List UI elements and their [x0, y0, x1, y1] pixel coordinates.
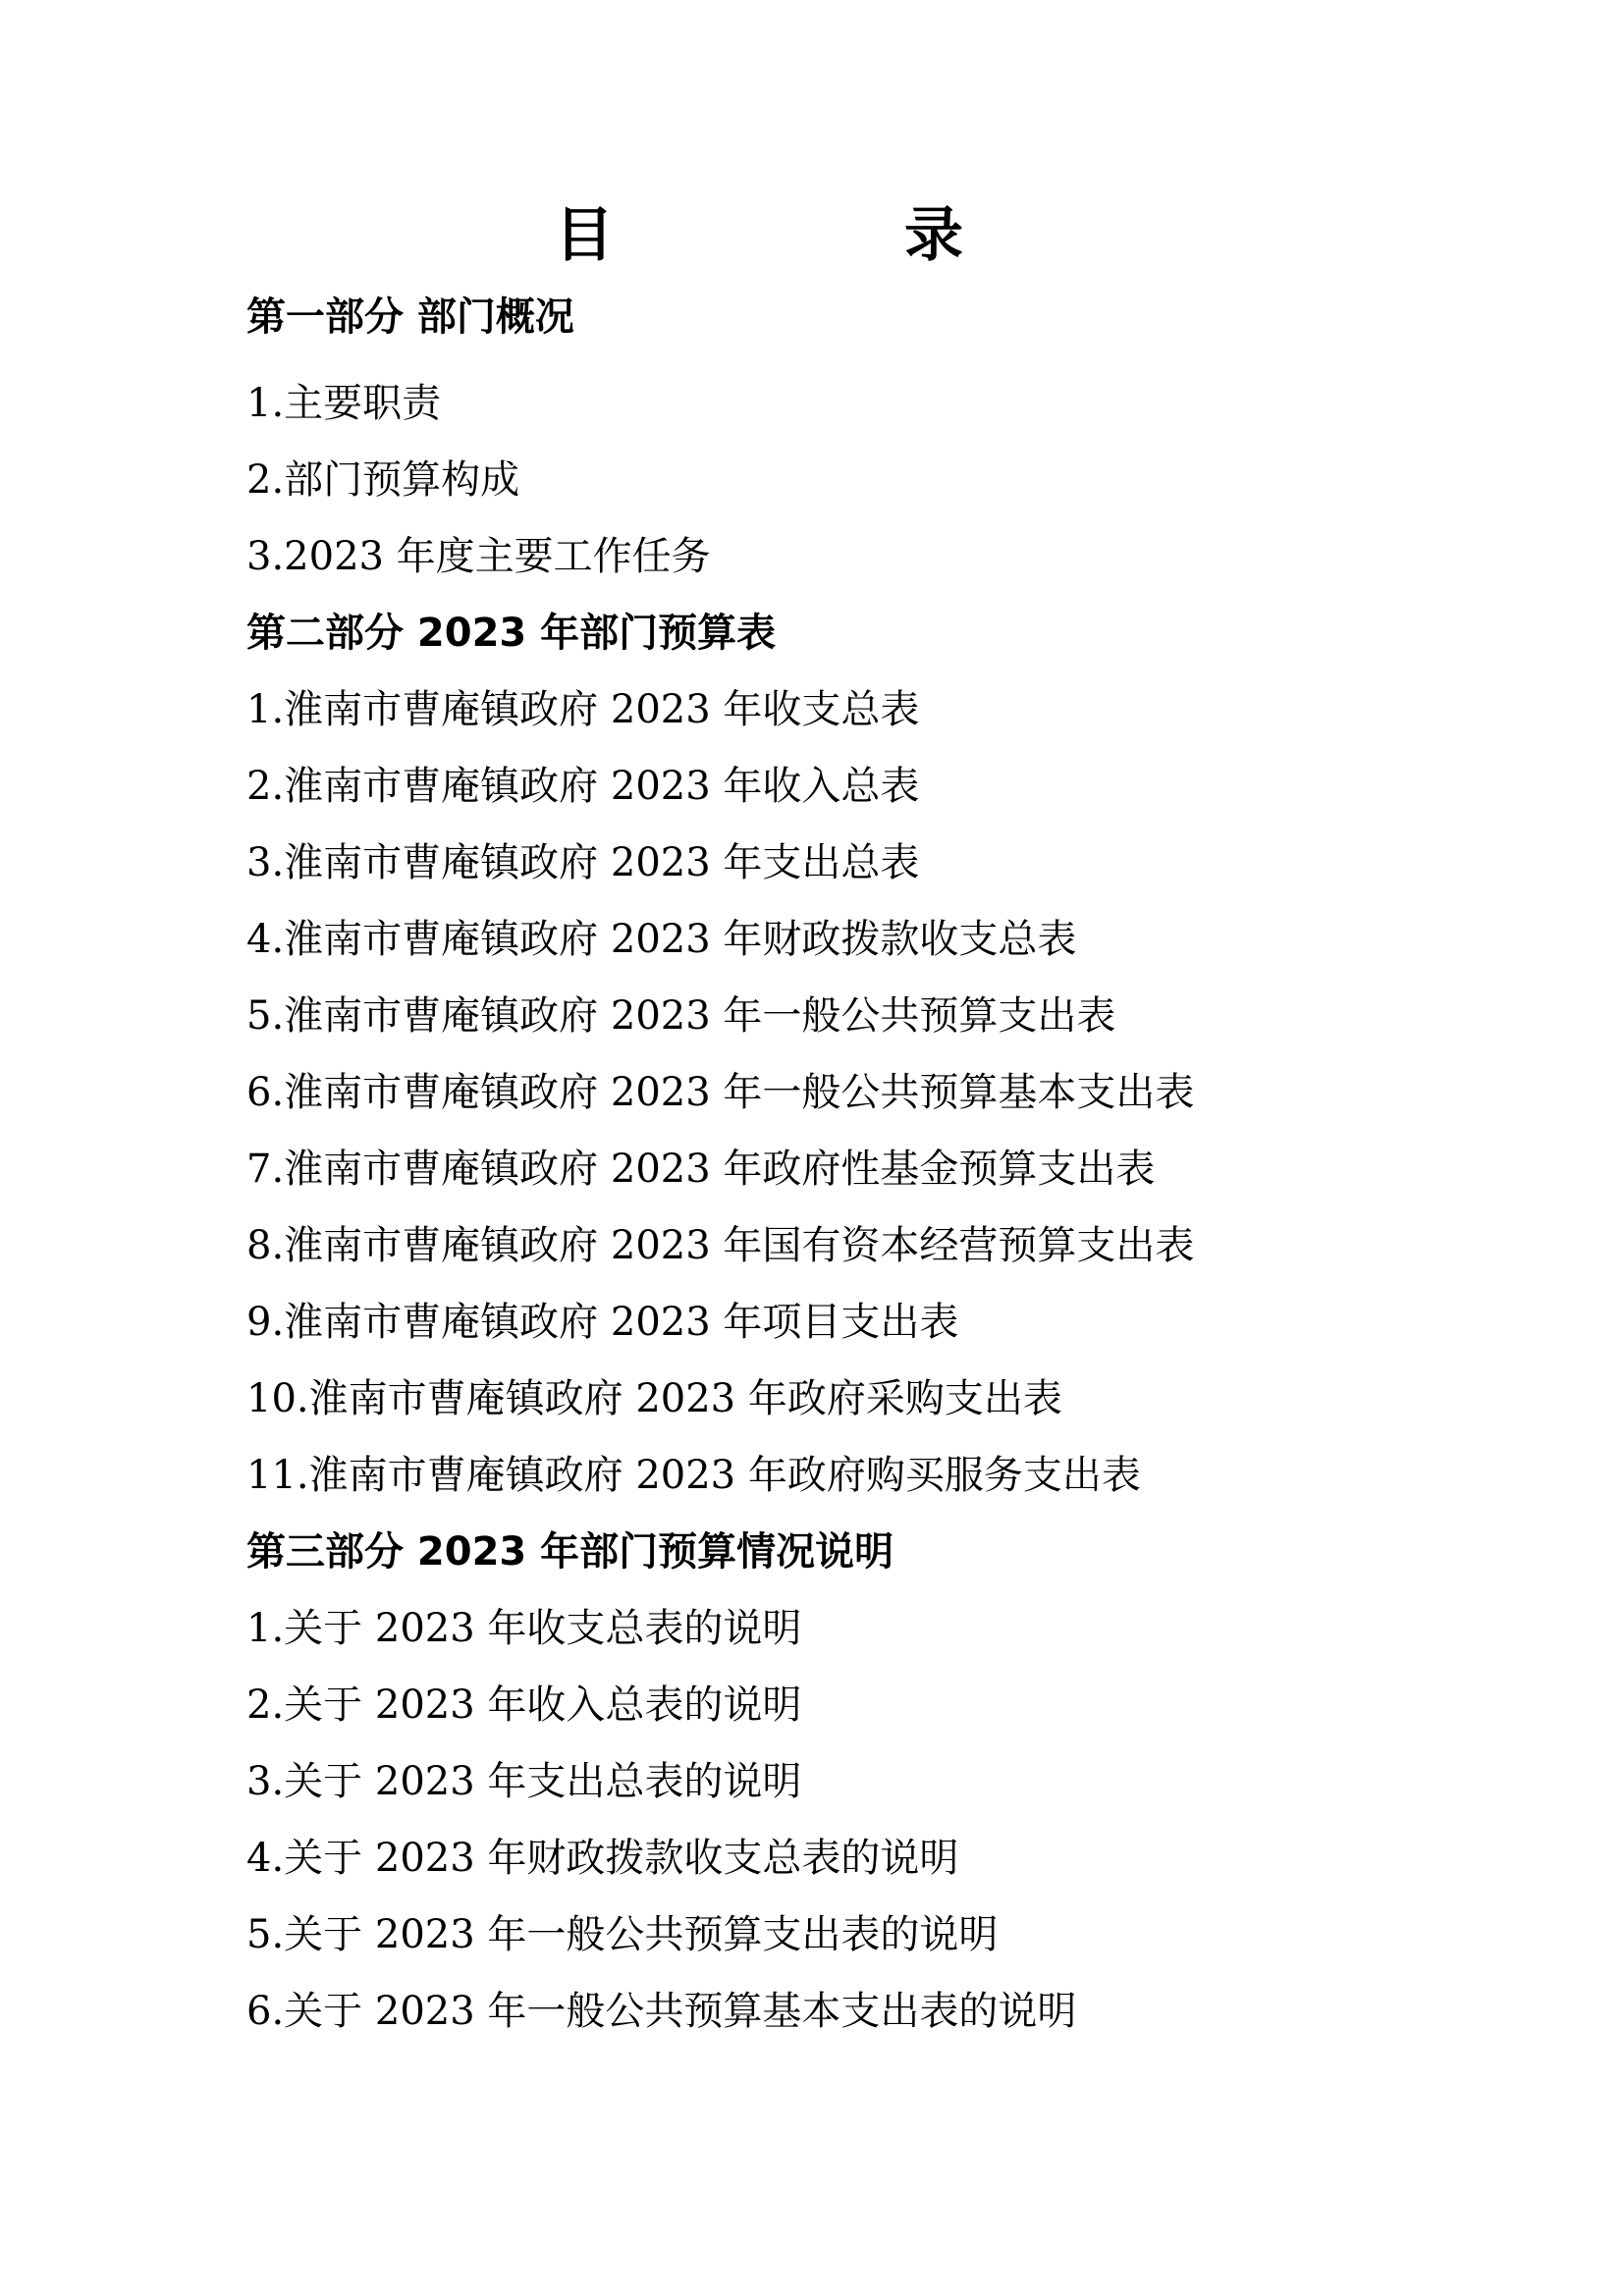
toc-item: 1.关于 2023 年收支总表的说明 — [246, 1606, 802, 1651]
toc-item: 3.关于 2023 年支出总表的说明 — [246, 1759, 802, 1804]
section-items-part1 — [246, 365, 1582, 595]
toc-item: 5.淮南市曹庵镇政府 2023 年一般公共预算支出表 — [246, 993, 1116, 1039]
section-items-part2 — [246, 671, 1582, 1514]
toc-item: 2.关于 2023 年收入总表的说明 — [246, 1682, 802, 1728]
toc-item: 6.淮南市曹庵镇政府 2023 年一般公共预算基本支出表 — [246, 1070, 1195, 1115]
table-of-contents — [246, 277, 1582, 2050]
toc-item: 9.淮南市曹庵镇政府 2023 年项目支出表 — [246, 1300, 959, 1345]
section-items-part3 — [246, 1590, 1582, 2050]
toc-item: 4.淮南市曹庵镇政府 2023 年财政拨款收支总表 — [246, 917, 1077, 962]
toc-item: 8.淮南市曹庵镇政府 2023 年国有资本经营预算支出表 — [246, 1223, 1195, 1268]
toc-item: 7.淮南市曹庵镇政府 2023 年政府性基金预算支出表 — [246, 1147, 1156, 1192]
toc-item: 4.关于 2023 年财政拨款收支总表的说明 — [246, 1836, 959, 1881]
section-heading-part3: 第三部分 2023 年部门预算情况说明 — [246, 1529, 894, 1575]
toc-item: 2.部门预算构成 — [246, 457, 520, 503]
toc-item: 5.关于 2023 年一般公共预算支出表的说明 — [246, 1912, 999, 1957]
toc-item: 3.2023 年度主要工作任务 — [246, 534, 711, 579]
toc-item: 2.淮南市曹庵镇政府 2023 年收入总表 — [246, 764, 920, 809]
toc-section-part1 — [246, 277, 1582, 595]
toc-title: 目 录 — [555, 201, 1079, 270]
toc-item: 6.关于 2023 年一般公共预算基本支出表的说明 — [246, 1989, 1077, 2034]
toc-item: 1.淮南市曹庵镇政府 2023 年收支总表 — [246, 687, 920, 732]
section-heading-part1: 第一部分 部门概况 — [246, 294, 574, 340]
toc-section-part2 — [246, 595, 1582, 1514]
toc-item: 3.淮南市曹庵镇政府 2023 年支出总表 — [246, 840, 920, 885]
toc-item: 10.淮南市曹庵镇政府 2023 年政府采购支出表 — [246, 1376, 1062, 1421]
toc-item: 1.主要职责 — [246, 381, 442, 426]
toc-item: 11.淮南市曹庵镇政府 2023 年政府购买服务支出表 — [246, 1453, 1141, 1498]
section-heading-part2: 第二部分 2023 年部门预算表 — [246, 611, 777, 656]
toc-section-part3 — [246, 1514, 1582, 2050]
